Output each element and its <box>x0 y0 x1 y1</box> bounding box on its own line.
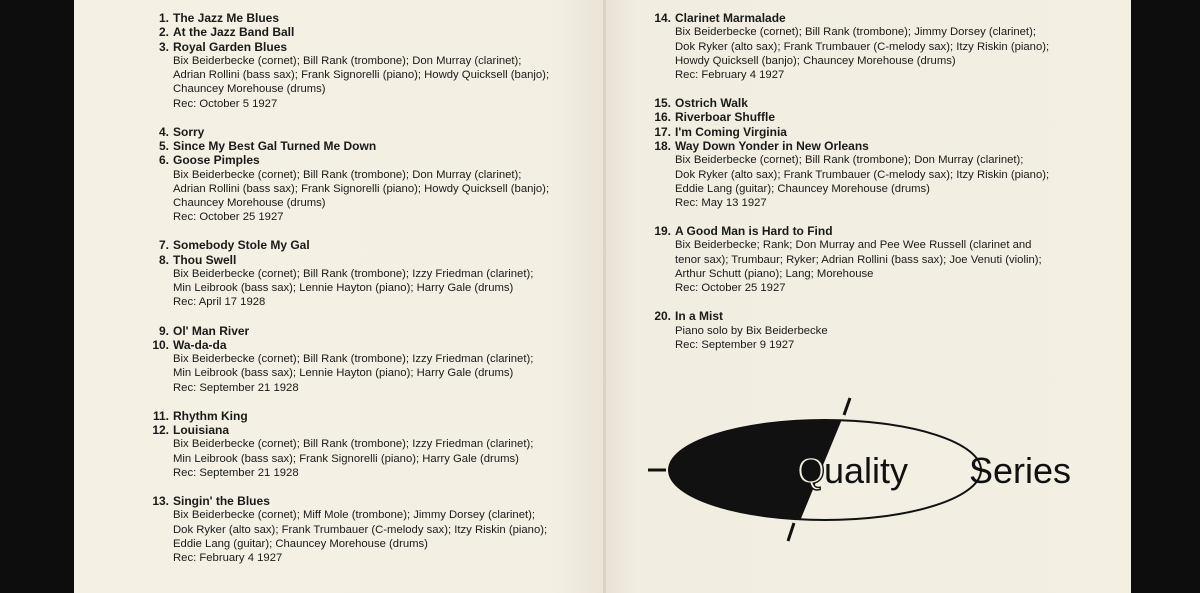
track-number: 2. <box>158 25 169 40</box>
detail-line: Piano solo by Bix Beiderbecke <box>675 324 828 337</box>
detail-line: Adrian Rollini (bass sax); Frank Signorelli (piano); Howdy Quicksell (banjo); <box>173 69 550 82</box>
detail-line: Bix Beiderbecke (cornet); Bill Rank (trombone); Izzy Friedman (clarinet); <box>173 353 534 366</box>
left-dark-edge <box>0 0 74 593</box>
track-number: 10. <box>152 337 169 352</box>
right-dark-edge <box>1131 0 1200 593</box>
detail-line: Eddie Lang (guitar); Chauncey Morehouse (drums) <box>675 182 930 195</box>
track-title-row <box>148 338 588 352</box>
track-title-row <box>148 125 588 139</box>
logo-slash-top <box>844 398 850 415</box>
detail-line: Bix Beiderbecke (cornet); Bill Rank (trombone); Izzy Friedman (clarinet); <box>173 268 534 280</box>
track-title: At the Jazz Band Ball <box>173 25 295 40</box>
right-track-list <box>650 11 1070 366</box>
personnel-details <box>148 508 588 565</box>
track-group <box>148 494 588 565</box>
track-number: 17. <box>654 124 671 139</box>
detail-line: Dok Ryker (alto sax); Frank Trumbauer (C-melody sax); Itzy Riskin (piano); <box>173 523 548 536</box>
detail-line: Rec: October 5 1927 <box>173 97 278 110</box>
track-title: Rhythm King <box>173 408 248 423</box>
track-title: Riverboar Shuffle <box>675 110 776 125</box>
track-number: 11. <box>152 408 169 423</box>
track-number: 7. <box>158 238 169 253</box>
detail-line: Rec: September 9 1927 <box>675 338 795 351</box>
track-number: 14. <box>654 11 671 25</box>
logo-word-quality: uality <box>824 450 909 491</box>
detail-line: Bix Beiderbecke (cornet); Bill Rank (trombone); Don Murray (clarinet); <box>173 168 522 181</box>
detail-line: Dok Ryker (alto sax); Frank Trumbauer (C-melody sax); Itzy Riskin (piano); <box>675 40 1050 53</box>
track-title-row <box>148 324 588 338</box>
detail-line: Rec: February 4 1927 <box>173 551 283 564</box>
track-group <box>650 11 1070 82</box>
track-title-row <box>650 96 1070 110</box>
booklet-fold <box>603 0 606 593</box>
personnel-details <box>148 54 588 111</box>
track-group <box>650 224 1070 295</box>
track-number: 1. <box>158 11 169 25</box>
track-title: Thou Swell <box>173 252 237 267</box>
track-group <box>148 125 588 225</box>
track-number: 18. <box>654 139 671 153</box>
detail-line: Chauncey Morehouse (drums) <box>173 83 326 96</box>
detail-line: Rec: September 21 1928 <box>173 466 299 479</box>
track-title: Goose Pimples <box>173 153 260 168</box>
track-title-row <box>148 40 588 54</box>
track-title-row <box>650 224 1070 238</box>
detail-line: Bix Beiderbecke (cornet); Bill Rank (trombone); Don Murray (clarinet); <box>173 54 522 67</box>
track-number: 6. <box>158 153 169 168</box>
track-number: 16. <box>654 110 671 125</box>
detail-line: Arthur Schutt (piano); Lang; Morehouse <box>675 267 874 280</box>
track-title: A Good Man is Hard to Find <box>675 224 833 239</box>
track-title: Ostrich Walk <box>675 96 748 111</box>
track-title: Since My Best Gal Turned Me Down <box>173 139 377 153</box>
track-title-row <box>148 423 588 437</box>
track-title-row <box>148 253 588 267</box>
track-number: 8. <box>158 252 169 267</box>
detail-line: Bix Beiderbecke (cornet); Bill Rank (trombone); Don Murray (clarinet); <box>675 154 1024 167</box>
track-number: 5. <box>158 139 169 153</box>
track-title: Way Down Yonder in New Orleans <box>675 139 869 153</box>
track-title: The Jazz Me Blues <box>173 11 280 25</box>
personnel-details <box>650 25 1070 82</box>
track-title: Wa-da-da <box>173 337 227 352</box>
track-title: Singin' the Blues <box>173 494 270 509</box>
track-title-row <box>148 409 588 423</box>
track-title: In a Mist <box>675 309 724 324</box>
track-group <box>148 324 588 395</box>
track-group <box>650 96 1070 210</box>
detail-line: Rec: February 4 1927 <box>675 68 785 81</box>
track-title-row <box>650 309 1070 323</box>
track-title: Royal Garden Blues <box>173 39 288 54</box>
track-title-row <box>148 494 588 508</box>
track-group <box>650 309 1070 352</box>
detail-line: Eddie Lang (guitar); Chauncey Morehouse (drums) <box>173 537 428 550</box>
track-title: Ol' Man River <box>173 323 250 338</box>
detail-line: Adrian Rollini (bass sax); Frank Signorelli (piano); Howdy Quicksell (banjo); <box>173 182 550 195</box>
track-title: Clarinet Marmalade <box>675 11 786 25</box>
track-title-row <box>650 125 1070 139</box>
detail-line: Min Leibrook (bass sax); Lennie Hayton (piano); Harry Gale (drums) <box>173 282 514 295</box>
personnel-details <box>148 267 588 310</box>
track-number: 20. <box>654 309 671 324</box>
track-title-row <box>650 139 1070 153</box>
detail-line: Howdy Quicksell (banjo); Chauncey Morehouse (drums) <box>675 54 956 67</box>
personnel-details <box>148 352 588 395</box>
personnel-details <box>650 324 1070 352</box>
track-title: Louisiana <box>173 423 230 438</box>
quality-series-logo <box>640 395 1100 545</box>
personnel-details <box>148 437 588 480</box>
track-title-row <box>148 238 588 252</box>
personnel-details <box>650 238 1070 295</box>
detail-line: Bix Beiderbecke (cornet); Miff Mole (trombone); Jimmy Dorsey (clarinet); <box>173 509 536 522</box>
detail-line: Rec: October 25 1927 <box>675 282 786 295</box>
track-number: 4. <box>158 124 169 139</box>
detail-line: Rec: May 13 1927 <box>675 196 767 209</box>
detail-line: Chauncey Morehouse (drums) <box>173 197 326 209</box>
track-title: Somebody Stole My Gal <box>173 238 310 253</box>
detail-line: Bix Beiderbecke (cornet); Bill Rank (trombone); Jimmy Dorsey (clarinet); <box>675 26 1036 39</box>
track-group <box>148 238 588 309</box>
detail-line: Bix Beiderbecke (cornet); Bill Rank (trombone); Izzy Friedman (clarinet); <box>173 438 534 451</box>
logo-word-series: Series <box>969 450 1072 491</box>
detail-line: Min Leibrook (bass sax); Frank Signorelli (piano); Harry Gale (drums) <box>173 452 519 465</box>
detail-line: Rec: September 21 1928 <box>173 381 299 394</box>
left-track-list <box>148 11 588 579</box>
detail-line: Dok Ryker (alto sax); Frank Trumbauer (C-melody sax); Itzy Riskin (piano); <box>675 168 1050 181</box>
track-group <box>148 409 588 480</box>
track-group <box>148 11 588 111</box>
track-title-row <box>148 153 588 167</box>
detail-line: Rec: October 25 1927 <box>173 211 284 224</box>
track-title: I'm Coming Virginia <box>675 124 787 139</box>
logo-word-initial: Q <box>797 450 826 491</box>
detail-line: Bix Beiderbecke; Rank; Don Murray and Pee Wee Russell (clarinet and <box>675 239 1032 252</box>
logo-slash-bottom <box>788 523 794 541</box>
track-number: 12. <box>152 423 169 438</box>
track-title-row <box>650 11 1070 25</box>
track-title-row <box>148 11 588 25</box>
track-title-row <box>148 25 588 39</box>
track-number: 19. <box>654 224 671 239</box>
track-number: 13. <box>152 494 169 509</box>
detail-line: Rec: April 17 1928 <box>173 296 266 309</box>
track-number: 9. <box>158 323 169 338</box>
personnel-details <box>148 168 588 225</box>
detail-line: Min Leibrook (bass sax); Lennie Hayton (piano); Harry Gale (drums) <box>173 367 514 380</box>
detail-line: tenor sax); Trumbaur; Ryker; Adrian Rollini (bass sax); Joe Venuti (violin); <box>675 253 1042 266</box>
personnel-details <box>650 153 1070 210</box>
track-title: Sorry <box>173 124 205 139</box>
track-number: 15. <box>654 96 671 111</box>
track-number: 3. <box>158 39 169 54</box>
track-title-row <box>148 139 588 153</box>
track-title-row <box>650 110 1070 124</box>
